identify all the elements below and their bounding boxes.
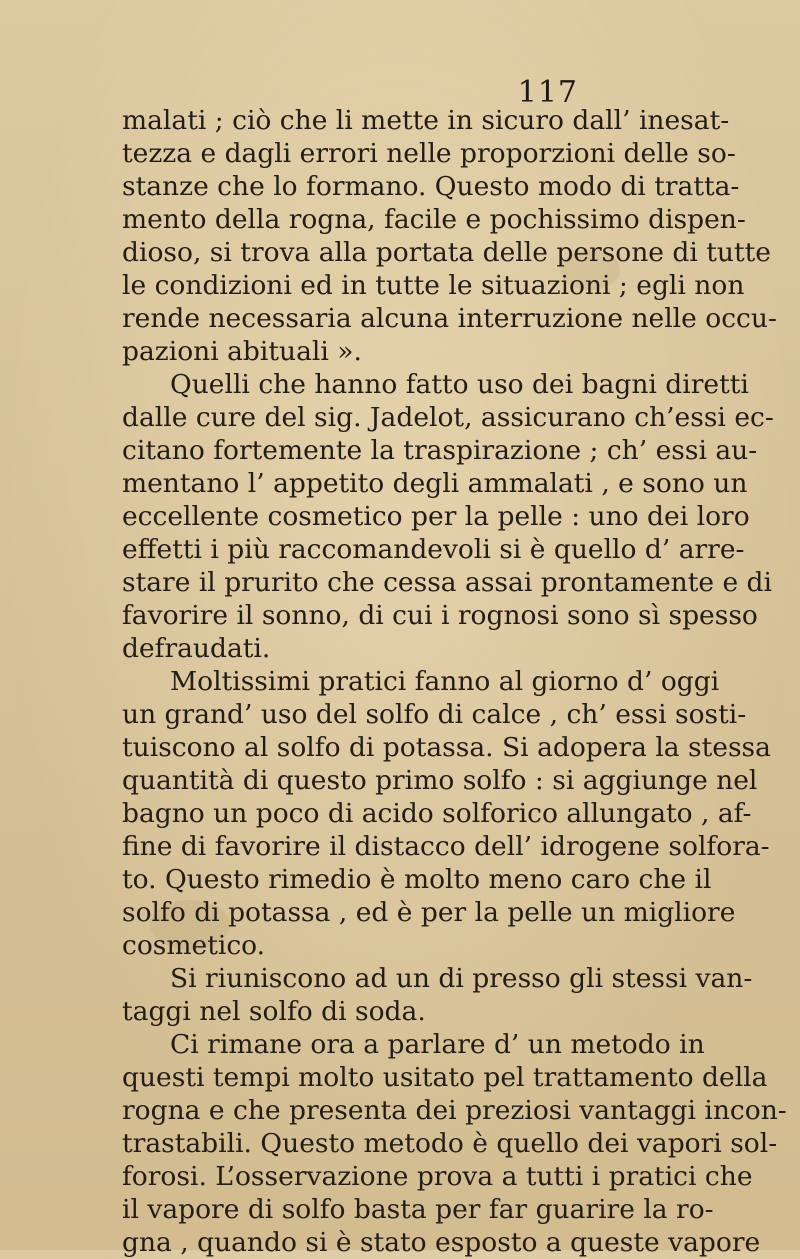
text-line: il vapore di solfo basta per far guarire la ro- bbox=[122, 1194, 714, 1225]
text-line: effetti i più raccomandevoli si è quello d’ arre- bbox=[122, 534, 745, 565]
text-line: gna , quando si è stato esposto a queste vapore bbox=[122, 1227, 761, 1258]
text-line: citano fortemente la traspirazione ; ch’ essi au- bbox=[122, 435, 758, 466]
text-line: stanze che lo formano. Questo modo di tratta- bbox=[122, 171, 740, 202]
body-text bbox=[122, 104, 787, 1259]
text-line: Si riuniscono ad un di presso gli stessi van- bbox=[170, 963, 753, 994]
paragraph bbox=[122, 368, 774, 665]
text-line: taggi nel solfo di soda. bbox=[122, 996, 426, 1027]
paragraph bbox=[122, 665, 771, 962]
text-line: trastabili. Questo metodo è quello dei vapori sol- bbox=[122, 1128, 778, 1159]
paragraph bbox=[122, 104, 777, 368]
text-line: solfo di potassa , ed è per la pelle un migliore bbox=[122, 897, 736, 928]
text-line: Ci rimane ora a parlare d’ un metodo in bbox=[170, 1029, 705, 1060]
text-line: Moltissimi pratici fanno al giorno d’ oggi bbox=[170, 666, 720, 697]
text-line: le condizioni ed in tutte le situazioni ; egli non bbox=[122, 270, 745, 301]
text-line: mento della rogna, facile e pochissimo dispen- bbox=[122, 204, 746, 235]
text-line: fine di favorire il distacco dell’ idrogene solfora- bbox=[122, 831, 770, 862]
text-line: malati ; ciò che li mette in sicuro dall’ inesat- bbox=[122, 105, 730, 136]
page-number: 117 bbox=[517, 75, 578, 110]
text-line: tuiscono al solfo di potassa. Si adopera la stessa bbox=[122, 732, 771, 763]
text-line: favorire il sonno, di cui i rognosi sono sì spesso bbox=[122, 600, 758, 631]
text-line: dalle cure del sig. Jadelot, assicurano ch’essi ec- bbox=[122, 402, 774, 433]
paragraph bbox=[122, 1028, 787, 1259]
text-line: un grand’ uso del solfo di calce , ch’ essi sosti- bbox=[122, 699, 747, 730]
text-line: pazioni abituali ». bbox=[122, 336, 362, 367]
text-line: questi tempi molto usitato pel trattamento della bbox=[122, 1062, 768, 1093]
text-line: rende necessaria alcuna interruzione nelle occu- bbox=[122, 303, 777, 334]
text-line: eccellente cosmetico per la pelle : uno dei loro bbox=[122, 501, 750, 532]
text-line: cosmetico. bbox=[122, 930, 266, 961]
text-line: bagno un poco di acido solforico allungato , af- bbox=[122, 798, 752, 829]
text-line: forosi. L’osservazione prova a tutti i pratici che bbox=[122, 1161, 753, 1192]
text-line: Quelli che hanno fatto uso dei bagni diretti bbox=[170, 369, 749, 400]
text-line: defraudati. bbox=[122, 633, 271, 664]
text-line: quantità di questo primo solfo : si aggiunge nel bbox=[122, 765, 758, 796]
text-line: tezza e dagli errori nelle proporzioni delle so- bbox=[122, 138, 736, 169]
text-line: rogna e che presenta dei preziosi vantaggi incon- bbox=[122, 1095, 787, 1126]
paragraph bbox=[122, 962, 753, 1028]
text-line: mentano l’ appetito degli ammalati , e sono un bbox=[122, 468, 748, 499]
text-line: to. Questo rimedio è molto meno caro che il bbox=[122, 864, 712, 895]
text-line: dioso, si trova alla portata delle persone di tutte bbox=[122, 237, 771, 268]
text-line: stare il prurito che cessa assai prontamente e di bbox=[122, 567, 773, 598]
